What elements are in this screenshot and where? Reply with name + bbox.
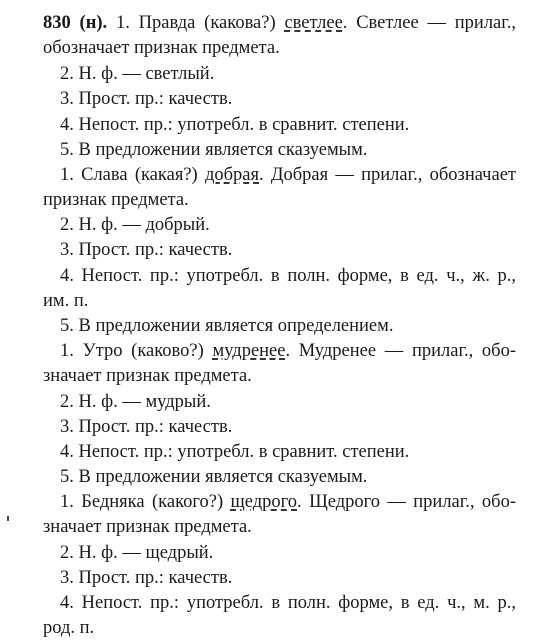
text-line: 3. Прост. пр.: качеств. [60,417,233,437]
text-line: 5. В предложении является сказуемым. [60,140,368,160]
text-line: 2. Н. ф. — светлый. [60,64,215,84]
text-line: обозначает признак предмета. [43,38,280,58]
sentence-fragment: . Добрая — прилаг., обозначает [259,165,516,185]
underlined-word: щедрого [230,492,298,512]
text-line: 3. Прост. пр.: качеств. [60,240,233,260]
sentence-fragment: 1. Правда (какова?) [115,13,285,33]
text-line: 5. В предложении является сказуемым. [60,467,368,487]
sentence-fragment: 1. Слава (какая?) [60,165,205,185]
text-line [60,340,516,362]
text-line: 4. Непост. пр.: употребл. в сравнит. степени. [60,442,410,462]
text-line [60,164,516,186]
text-line: 2. Н. ф. — мудрый. [60,392,211,412]
text-line: 4. Непост. пр.: употребл. в полн. форме, в ед. ч., м. р., [60,593,516,613]
sentence-fragment: . Мудренее — прилаг., обо- [285,341,516,361]
sentence-fragment: 1. Утро (каково?) [60,341,213,361]
text-line: 5. В предложении является определением. [60,316,394,336]
sentence-fragment: 1. Бедняка (какого?) [60,492,231,512]
text-line: род. п. [43,618,95,638]
text-line: 4. Непост. пр.: употребл. в сравнит. степени. [60,115,410,135]
text-line: 2. Н. ф. — добрый. [60,215,210,235]
sentence-fragment: . Щедрого — прилаг., обо- [297,492,516,512]
underlined-word: светлее [284,13,343,33]
underlined-word: добрая [204,165,260,185]
text-line: 2. Н. ф. — щедрый. [60,543,214,563]
text-line [60,491,516,513]
text-line [43,12,516,34]
exercise-number: 830 (н). [43,13,108,33]
text-line: признак предмета. [43,190,189,210]
text-line: 3. Прост. пр.: качеств. [60,568,233,588]
sentence-fragment: . Светлее — прилаг., [342,13,517,33]
underlined-word: мудренее [212,341,286,361]
text-line: 3. Прост. пр.: качеств. [60,89,233,109]
text-line: значает признак предмета. [43,517,252,537]
margin-scan-mark [7,516,9,521]
text-line: им. п. [43,291,89,311]
text-line: 4. Непост. пр.: употребл. в полн. форме, в ед. ч., ж. р., [60,266,516,286]
text-line: значает признак предмета. [43,366,252,386]
